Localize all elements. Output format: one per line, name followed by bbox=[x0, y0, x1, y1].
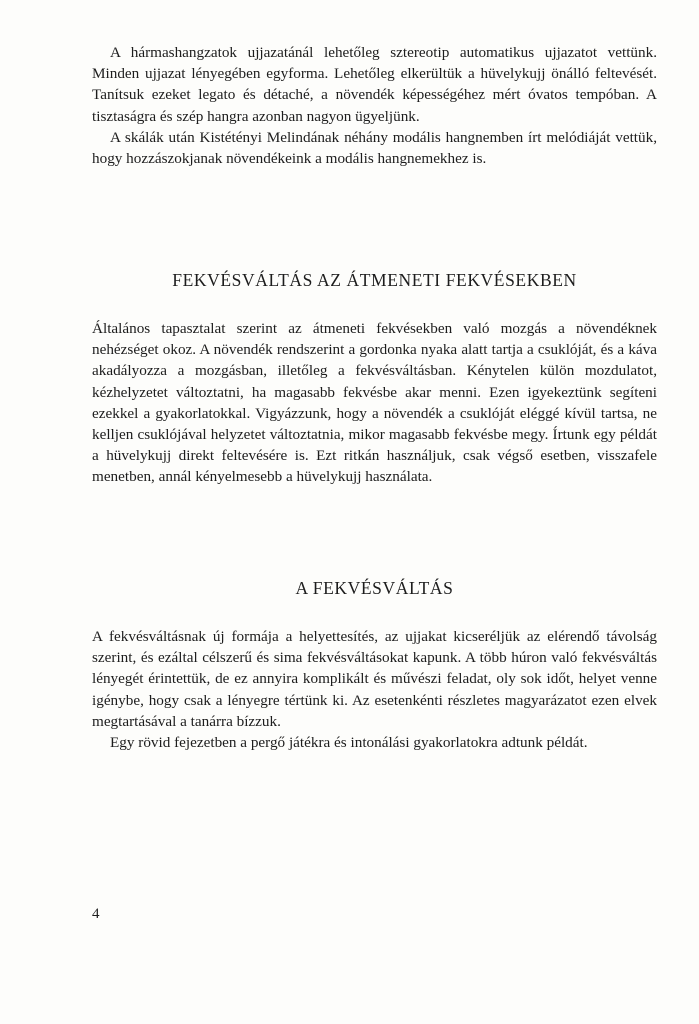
paragraph: A fekvésváltásnak új formája a helyettesítés, az ujjakat kicseréljük az elérendő távolság szerint, és ezáltal célszerű és sima fekvésváltásokat kapunk. A több húron való fekvésváltás lényegét érintettük, de ez annyira komplikált és művészi feladat, oly sok időt, helyet venne igénybe, hogy csak a lényegre tértünk ki. Az esetenkénti részletes magyarázatot ezen elvek megtartásával a tanárra bízzuk. bbox=[92, 628, 657, 730]
transition-text bbox=[92, 318, 657, 488]
page-number: 4 bbox=[92, 906, 100, 922]
paragraph: A hármashangzatok ujjazatánál lehetőleg sztereotip automatikus ujjazatot vettünk. Minden ujjazat lényegében egyforma. Lehetőleg elkerültük a hüvelykujj önálló feltevését. Tanítsuk ezeket legato és détaché, a növendék képességéhez mért óvatos tempóban. A tisztaságra és szép hangra azonban nagyon ügyeljünk. bbox=[92, 44, 657, 125]
section-heading: A FEKVÉSVÁLTÁS bbox=[295, 578, 454, 598]
paragraph: Egy rövid fejezetben a pergő játékra és intonálási gyakorlatokra adtunk példát. bbox=[110, 734, 588, 752]
section-heading: FEKVÉSVÁLTÁS AZ ÁTMENETI FEKVÉSEKBEN bbox=[172, 270, 577, 290]
paragraph: Általános tapasztalat szerint az átmeneti fekvésekben való mozgás a növendéknek nehézséget okoz. A növendék rendszerint a gordonka nyaka alatt tartja a csuklóját, és a káva akadályozza a mozgásban, illetőleg a fekvésváltásban. Kénytelen külön mozdulatot, kézhelyzetet változtatni, ha magasabb fekvésbe akar menni. Ezen igyekeztünk segíteni ezekkel a gyakorlatokkal. Vigyázzunk, hogy a növendék a csuklóját eléggé kívül tartsa, ne kelljen csuklójával helyzetet változtatnia, mikor magasabb fekvésbe megy. Írtunk egy példát a hüvelykujj direkt feltevésére is. Ezt ritkán használjuk, csak végső esetben, visszafele menetben, annál kényelmesebb a hüvelykujj használata. bbox=[92, 320, 657, 486]
intro-text bbox=[92, 42, 657, 169]
paragraph: A skálák után Kistétényi Melindának néhány modális hangnemben írt melódiáját vettük, hogy hozzászokjanak növendékeink a modális hangnemekhez is. bbox=[92, 128, 657, 168]
shift-text bbox=[92, 626, 657, 753]
